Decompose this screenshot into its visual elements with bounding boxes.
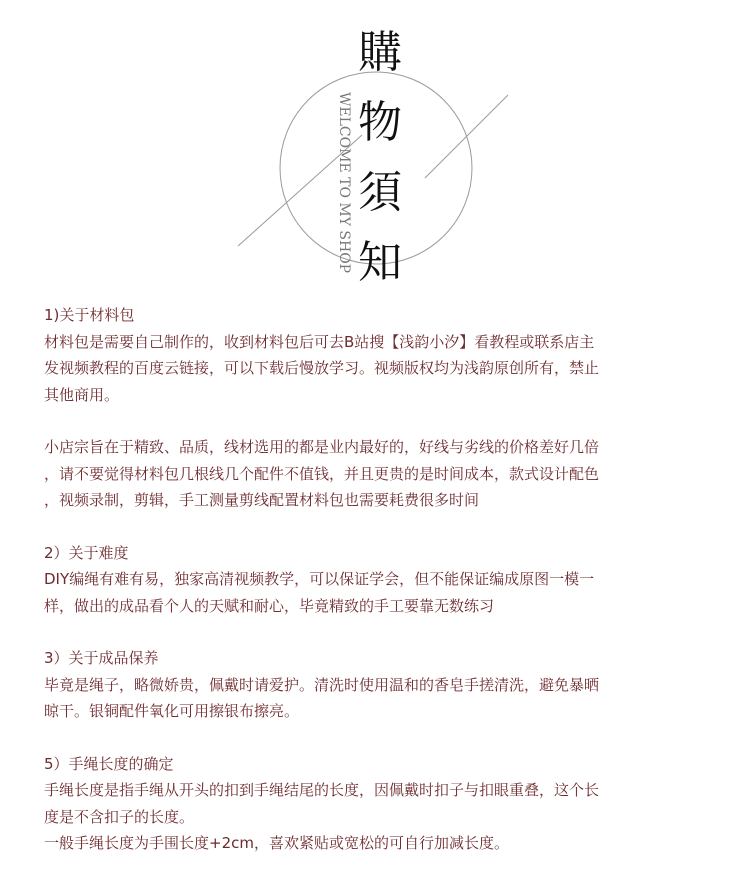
section-line: 材料包是需要自己制作的，收到材料包后可去B站搜【浅韵小汐】看教程或联系店主	[44, 332, 595, 351]
section-line: 一般手绳长度为手围长度+2cm，喜欢紧贴或宽松的可自行加减长度。	[44, 834, 509, 852]
section-heading: 5）手绳长度的确定	[44, 754, 174, 773]
section-line: 样，做出的成品看个人的天赋和耐心，毕竟精致的手工要靠无数练习	[44, 596, 495, 615]
page-title	[352, 18, 408, 298]
section-line: 度是不含扣子的长度。	[44, 807, 195, 826]
decorative-line-right	[425, 95, 508, 178]
section-heading: 3）关于成品保养	[44, 649, 159, 667]
section-line: ，视频录制，剪辑，手工测量剪线配置材料包也需要耗费很多时间	[44, 491, 480, 509]
section-heading: 2）关于难度	[44, 543, 129, 562]
section-line: 小店宗旨在于精致、品质，线材选用的都是业内最好的，好线与劣线的价格差好几倍	[44, 438, 600, 456]
section-line: ，请不要觉得材料包几根线几个配件不值钱，并且更贵的是时间成本，款式设计配色	[44, 464, 600, 483]
section-materials	[44, 302, 714, 408]
section-line: 晾干。银铜配件氧化可用擦银布擦亮。	[44, 702, 300, 720]
section-heading: 1)关于材料包	[44, 306, 135, 324]
section-care	[44, 645, 714, 725]
section-shop-philosophy	[44, 434, 714, 514]
title-char: 物	[358, 97, 402, 148]
content	[44, 302, 714, 883]
title-char: 須	[358, 167, 402, 218]
banner	[0, 0, 750, 300]
section-length	[44, 751, 714, 857]
section-line: 毕竟是绳子，略微娇贵，佩戴时请爱护。清洗时使用温和的香皂手搓清洗，避免暴晒	[44, 675, 600, 694]
welcome-subtitle: WELCOME TO MY SHOP	[336, 92, 352, 274]
section-line: 手绳长度是指手绳从开头的扣到手绳结尾的长度，因佩戴时扣子与扣眼重叠，这个长	[44, 781, 600, 799]
title-char: 知	[358, 237, 402, 288]
section-line: DIY编绳有难有易，独家高清视频教学，可以保证学会，但不能保证编成原图一模一	[44, 570, 595, 588]
section-difficulty	[44, 540, 714, 620]
section-line: 其他商用。	[44, 385, 120, 404]
section-line: 发视频教程的百度云链接，可以下载后慢放学习。视频版权均为浅韵原创所有，禁止	[44, 359, 600, 377]
title-char: 購	[358, 27, 402, 78]
